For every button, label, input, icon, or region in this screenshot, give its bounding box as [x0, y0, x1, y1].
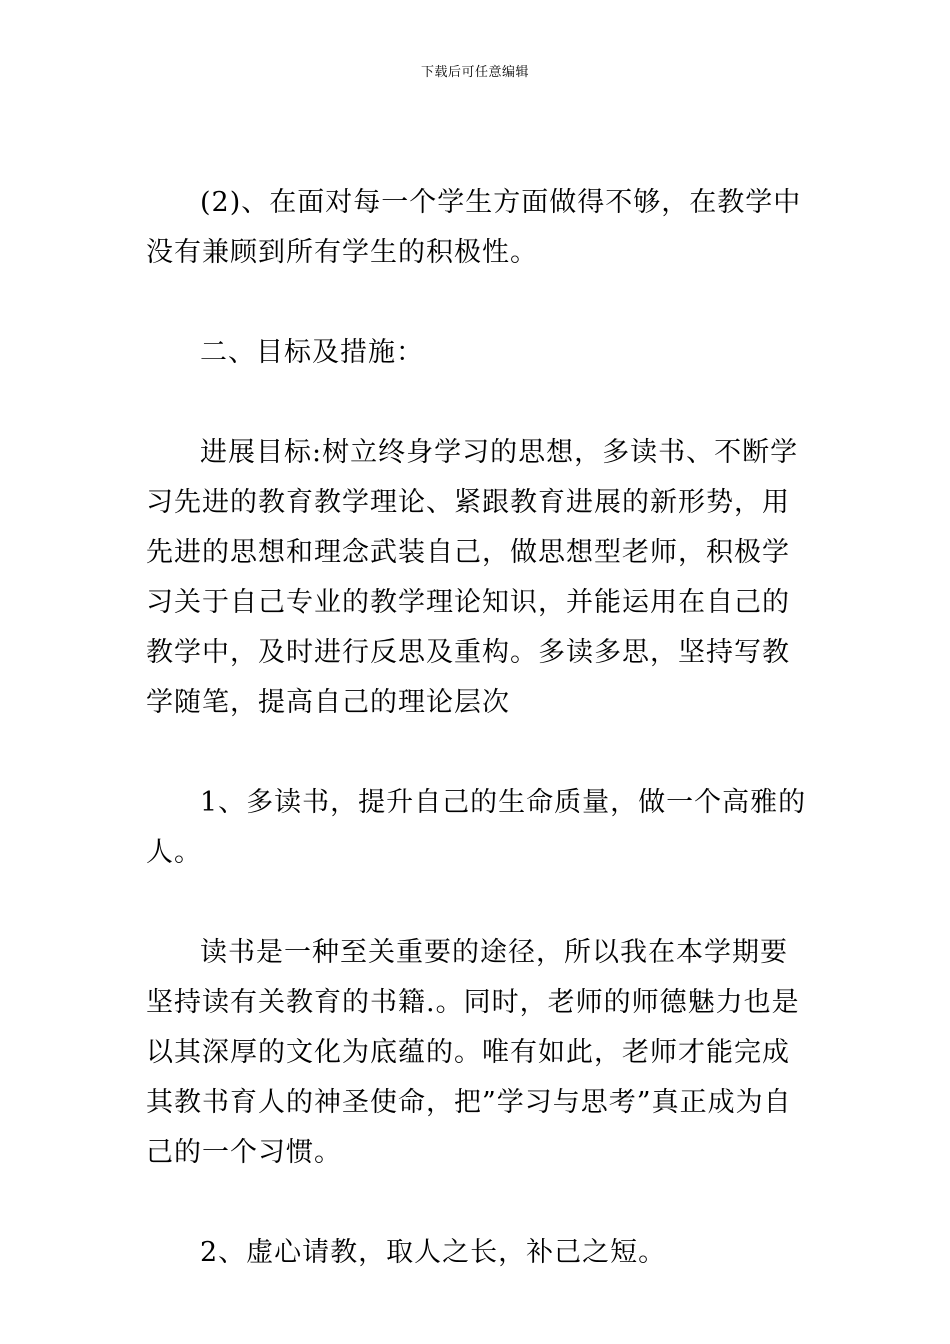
paragraph-reading: 读书是一种至关重要的途径，所以我在本学期要坚持读有关教育的书籍.。同时，老师的师德魅力也是以其深厚的文化为底蕴的。唯有如此，老师才能完成其教书育人的神圣使命，把”学习与思考”真正成为自己的一个习惯。 — [146, 937, 800, 1168]
paragraph-shortcomings: (2)、在面对每一个学生方面做得不够，在教学中没有兼顾到所有学生的积极性。 — [146, 187, 802, 268]
item-2-heading: 2、虚心请教，取人之长，补己之短。 — [200, 1237, 667, 1268]
section-heading-goals: 二、目标及措施： — [200, 337, 424, 368]
paragraph-development-goal: 进展目标:树立终身学习的思想，多读书、不断学习先进的教育教学理论、紧跟教育进展的新形势，用先进的思想和理念武装自己，做思想型老师，积极学习关于自己专业的教学理论知识，并能运用在自己的教学中，及时进行反思及重构。多读多思，坚持写教学随笔，提高自己的理论层次 — [146, 437, 799, 718]
document-body — [146, 178, 810, 1278]
page-header: 下载后可任意编辑 — [420, 65, 529, 80]
item-1-heading: 1、多读书，提升自己的生命质量，做一个高雅的人。 — [146, 787, 807, 868]
